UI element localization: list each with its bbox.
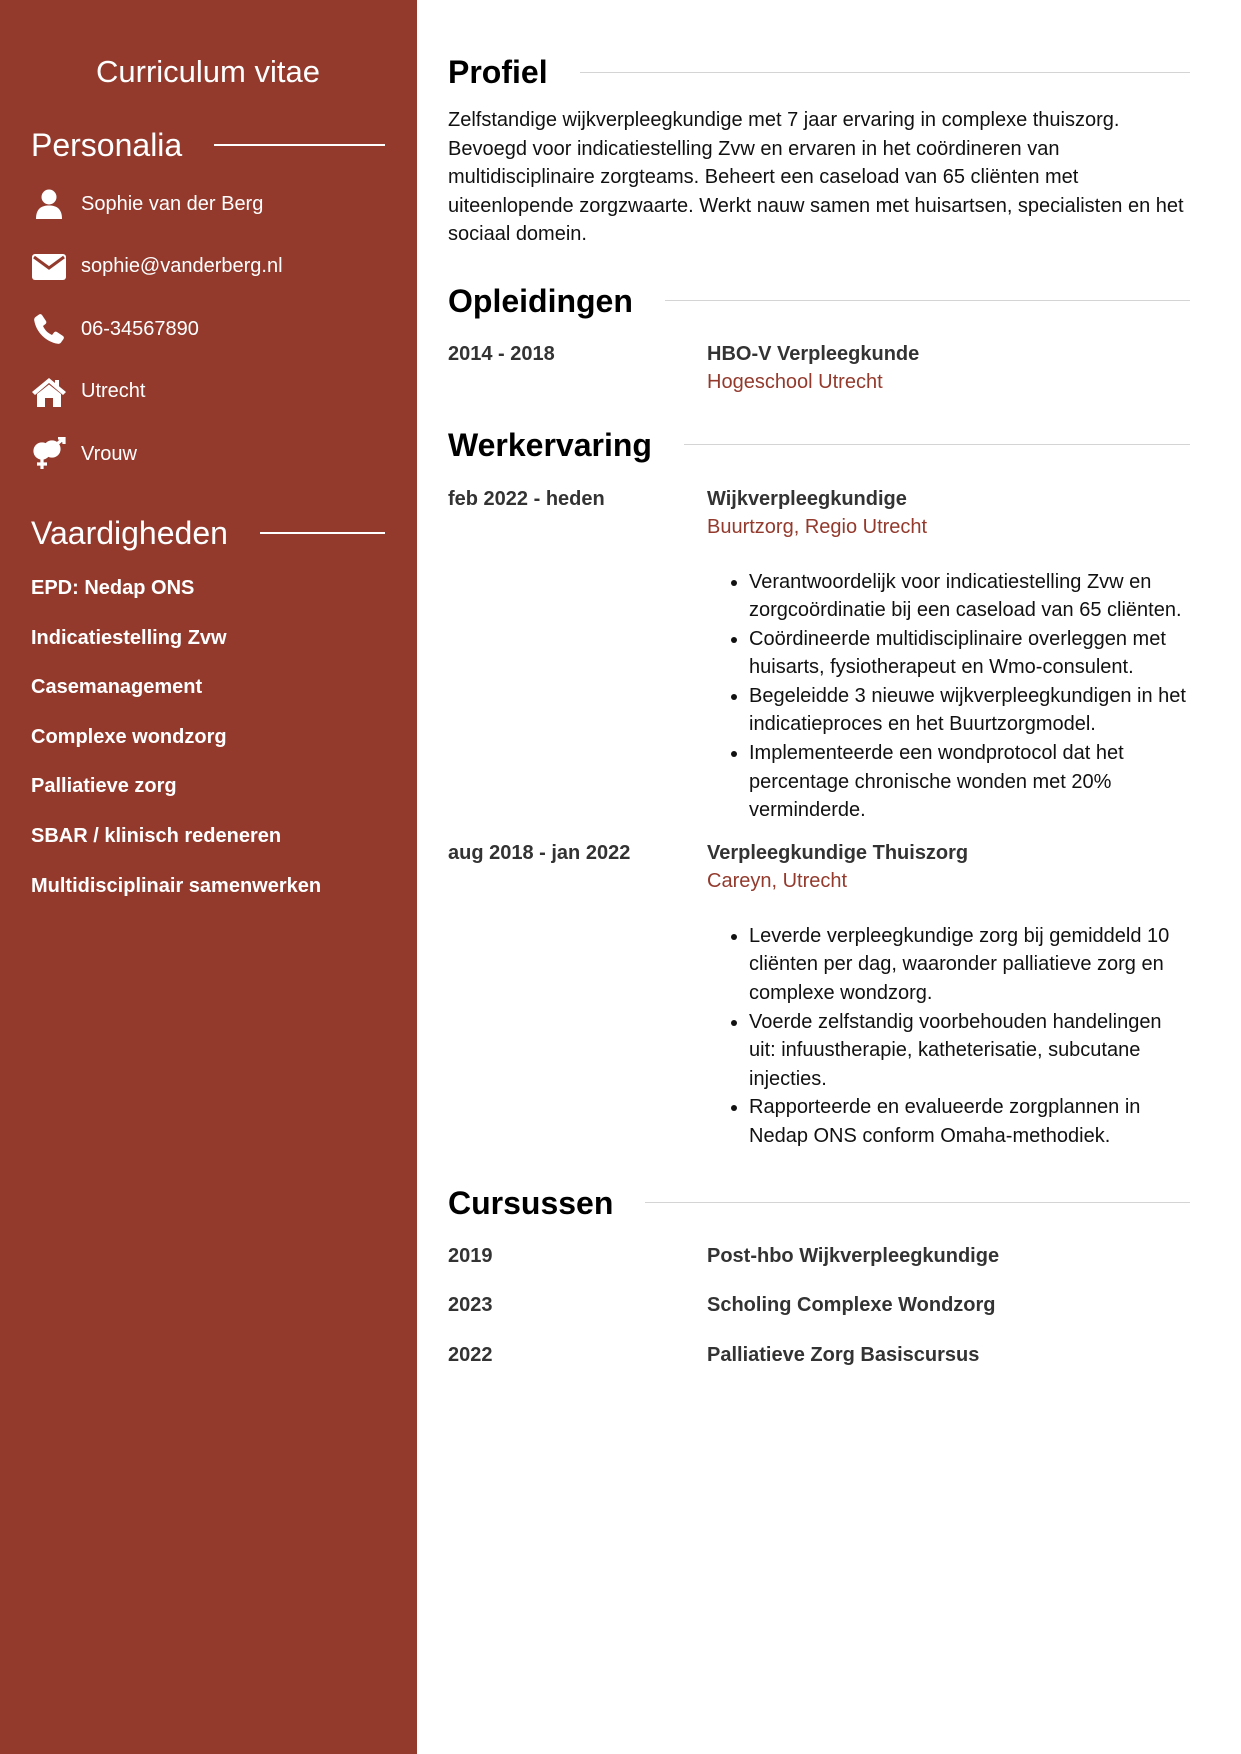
phone-icon xyxy=(31,311,67,347)
work-title: Wijkverpleegkundige xyxy=(707,487,907,510)
home-icon xyxy=(31,374,67,410)
work-employer: Careyn, Utrecht xyxy=(707,869,848,892)
education-heading-label: Opleidingen xyxy=(448,282,633,319)
work-bullet: • Voerde zelfstandig voorbehouden handelingen uit: infuustherapie, katheterisatie, subcutane injecties. xyxy=(749,1008,1190,1094)
contact-list xyxy=(31,184,385,474)
contact-phone[interactable] xyxy=(31,309,385,349)
contact-gender-text: Vrouw xyxy=(81,442,137,465)
skills-heading xyxy=(31,514,385,552)
course-title: Post-hbo Wijkverpleegkundige xyxy=(707,1244,1000,1267)
education-heading xyxy=(448,282,1190,320)
skills-list xyxy=(31,576,385,899)
course-title: Scholing Complexe Wondzorg xyxy=(707,1294,996,1317)
cv-title: Curriculum vitae xyxy=(96,54,320,89)
contact-location-text: Utrecht xyxy=(81,380,146,402)
education-entry xyxy=(448,340,1190,396)
contact-location xyxy=(31,372,385,412)
profile-section xyxy=(448,53,1190,249)
personalia-divider xyxy=(214,144,385,146)
course-entry xyxy=(448,1291,1190,1319)
skill-item: SBAR / klinisch redeneren xyxy=(31,824,282,847)
work-date: feb 2022 - heden xyxy=(448,487,605,510)
main-content xyxy=(417,0,1241,1754)
courses-heading xyxy=(448,1184,1190,1222)
work-bullets xyxy=(707,568,1190,825)
contact-phone-text[interactable]: 06-34567890 xyxy=(81,317,199,340)
courses-divider xyxy=(645,1202,1190,1203)
user-icon xyxy=(31,186,67,222)
course-year: 2022 xyxy=(448,1343,493,1366)
course-year: 2019 xyxy=(448,1244,493,1267)
education-section xyxy=(448,282,1190,396)
sidebar xyxy=(0,0,417,1754)
work-entry xyxy=(448,839,1190,1151)
work-heading-label: Werkervaring xyxy=(448,426,652,463)
education-body xyxy=(707,340,1190,396)
work-divider xyxy=(684,444,1190,445)
personalia-heading-label: Personalia xyxy=(31,127,183,163)
envelope-icon xyxy=(31,249,67,285)
skill-item: Indicatiestelling Zvw xyxy=(31,626,227,649)
work-bullet: • Begeleidde 3 nieuwe wijkverpleegkundigen in het indicatieproces en het Buurtzorgmodel. xyxy=(749,682,1190,739)
skills-heading-label: Vaardigheden xyxy=(31,515,228,551)
education-divider xyxy=(665,300,1190,301)
course-title: Palliatieve Zorg Basiscursus xyxy=(707,1343,980,1366)
work-bullet: • Coördineerde multidisciplinaire overleggen met huisarts, fysiotherapeut en Wmo-consulent. xyxy=(749,625,1190,682)
course-entry xyxy=(448,1341,1190,1369)
courses-heading-label: Cursussen xyxy=(448,1184,614,1221)
course-year: 2023 xyxy=(448,1294,493,1317)
course-entry xyxy=(448,1242,1190,1270)
gender-icon xyxy=(31,436,67,472)
work-heading xyxy=(448,426,1190,464)
work-bullet: • Rapporteerde en evalueerde zorgplannen in Nedap ONS conform Omaha-methodiek. xyxy=(749,1093,1190,1150)
contact-name xyxy=(31,184,385,224)
contact-email[interactable] xyxy=(31,247,385,287)
work-bullet: • Verantwoordelijk voor indicatiestelling Zvw en zorgcoördinatie bij een caseload van 65 cliënten. xyxy=(749,568,1190,625)
work-body xyxy=(707,485,1190,825)
contact-name-text: Sophie van der Berg xyxy=(81,192,264,215)
work-body xyxy=(707,839,1190,1151)
profile-heading-label: Profiel xyxy=(448,54,548,90)
education-institution: Hogeschool Utrecht xyxy=(707,370,883,393)
education-date: 2014 - 2018 xyxy=(448,342,555,365)
work-entry xyxy=(448,485,1190,825)
courses-section xyxy=(448,1184,1190,1369)
work-bullet: • Implementeerde een wondprotocol dat het percentage chronische wonden met 20% verminderde. xyxy=(749,739,1190,825)
profile-divider xyxy=(580,72,1190,73)
skill-item: EPD: Nedap ONS xyxy=(31,577,195,599)
skill-item: Casemanagement xyxy=(31,676,203,699)
education-title: HBO-V Verpleegkunde xyxy=(707,342,920,365)
profile-heading xyxy=(448,53,1190,91)
personalia-heading xyxy=(31,126,385,164)
work-bullets xyxy=(707,922,1190,1151)
skills-divider xyxy=(260,532,385,534)
work-section xyxy=(448,426,1190,1151)
skill-item: Complexe wondzorg xyxy=(31,725,227,748)
work-employer: Buurtzorg, Regio Utrecht xyxy=(707,515,928,538)
skill-item: Multidisciplinair samenwerken xyxy=(31,874,322,897)
work-title: Verpleegkundige Thuiszorg xyxy=(707,841,969,864)
work-date: aug 2018 - jan 2022 xyxy=(448,841,631,864)
skill-item: Palliatieve zorg xyxy=(31,775,177,798)
profile-text: Zelfstandige wijkverpleegkundige met 7 jaar ervaring in complexe thuiszorg. Bevoegd voor indicatiestelling Zvw en ervaren in het coördineren van multidisciplinaire zorgteams. Beheert een caseload van 65 cliënten met uiteenlopende zorgzwaarte. Werkt nauw samen met huisartsen, specialisten en het sociaal domein. xyxy=(448,109,1184,245)
contact-gender xyxy=(31,434,385,474)
contact-email-text[interactable]: sophie@vanderberg.nl xyxy=(81,255,283,277)
work-bullet: • Leverde verpleegkundige zorg bij gemiddeld 10 cliënten per dag, waaronder palliatieve zorg en complexe wondzorg. xyxy=(749,922,1190,1008)
